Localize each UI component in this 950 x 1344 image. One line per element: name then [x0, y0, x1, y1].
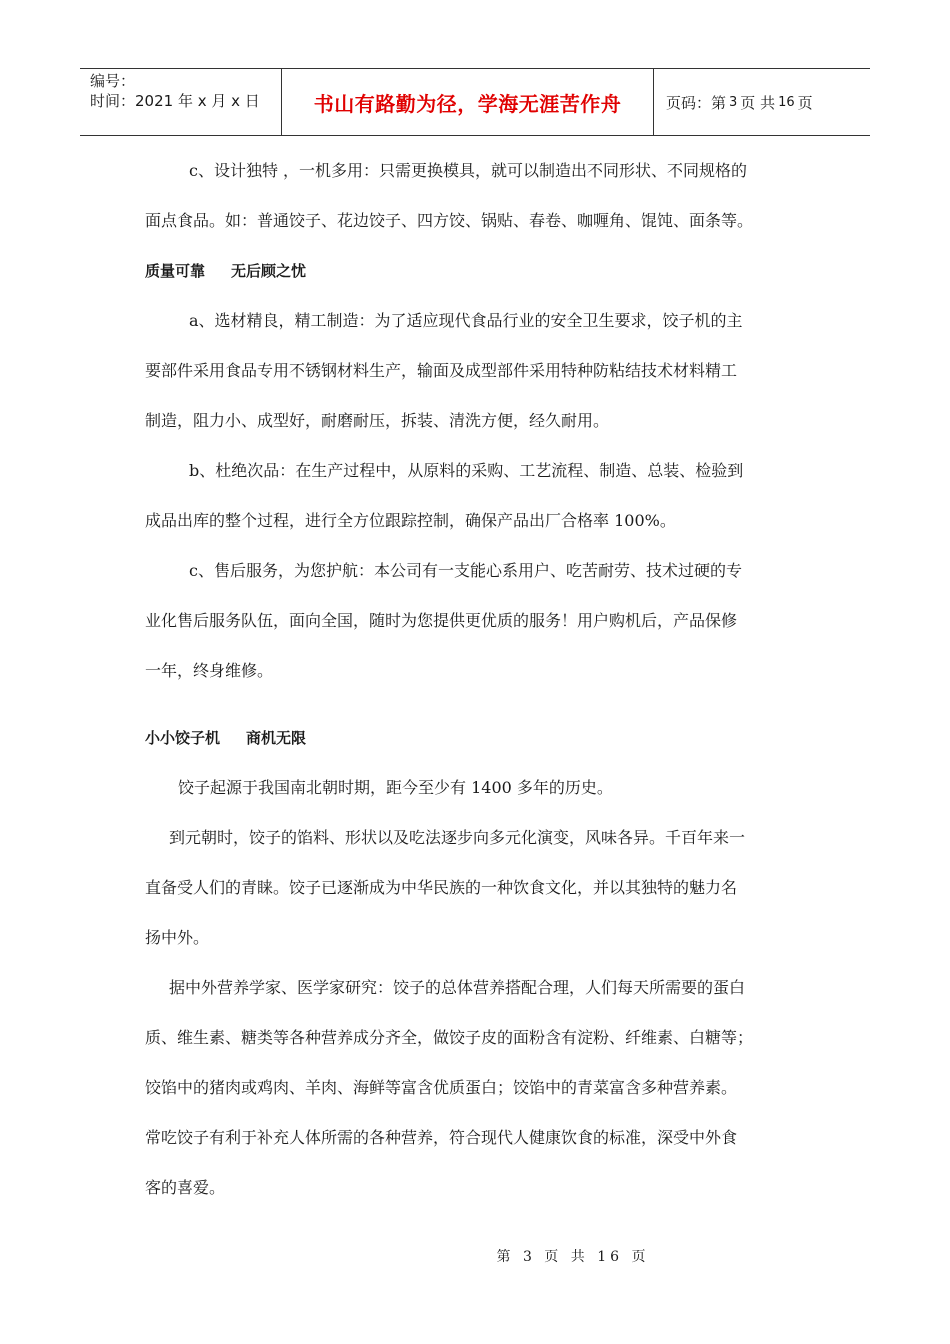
paragraph-line: 一年，终身维修。 — [145, 661, 274, 680]
paragraph-line: 要部件采用食品专用不锈钢材料生产，输面及成型部件采用特种防粘结技术材料精工 — [145, 361, 738, 380]
page-current: 3 — [729, 94, 738, 110]
document-header — [80, 68, 870, 136]
heading-part: 质量可靠 — [145, 262, 206, 280]
paragraph-line: 面点食品。如：普通饺子、花边饺子、四方饺、锅贴、春卷、咖喱角、馄饨、面条等。 — [145, 211, 754, 230]
paragraph-line: c、售后服务，为您护航：本公司有一支能心系用户、吃苦耐劳、技术过硬的专 — [189, 561, 742, 580]
paragraph-line: 业化售后服务队伍，面向全国，随时为您提供更优质的服务！用户购机后，产品保修 — [145, 611, 738, 630]
header-motto: 书山有路勤为径，学海无涯苦作舟 — [282, 69, 654, 135]
paragraph-line: 据中外营养学家、医学家研究：饺子的总体营养搭配合理，人们每天所需要的蛋白 — [169, 978, 746, 997]
paragraph-line: 常吃饺子有利于补充人体所需的各种营养，符合现代人健康饮食的标准，深受中外食 — [145, 1128, 738, 1147]
paragraph-line: c、设计独特 ，一机多用：只需更换模具，就可以制造出不同形状、不同规格的 — [189, 161, 748, 180]
header-page-number — [654, 69, 870, 135]
heading-part: 商机无限 — [246, 729, 307, 747]
paragraph-line: 客的喜爱。 — [145, 1178, 226, 1197]
page-total: 16 — [778, 94, 795, 110]
page-prefix: 页码：第 — [666, 93, 727, 112]
time-label: 时间：2021 年 x 月 x 日 — [90, 92, 260, 110]
paragraph-line: 制造，阻力小、成型好，耐磨耐压，拆装、清洗方便，经久耐用。 — [145, 411, 610, 430]
paragraph-line: 扬中外。 — [145, 928, 210, 947]
serial-label: 编号： — [90, 72, 136, 90]
paragraph-line: 直备受人们的青睐。饺子已逐渐成为中华民族的一种饮食文化，并以其独特的魅力名 — [145, 878, 738, 897]
header-meta — [80, 69, 282, 135]
paragraph-line: a、选材精良，精工制造：为了适应现代食品行业的安全卫生要求，饺子机的主 — [189, 311, 743, 330]
page-footer: 第 3 页 共 16 页 — [496, 1249, 650, 1265]
paragraph-line: 质、维生素、糖类等各种营养成分齐全，做饺子皮的面粉含有淀粉、纤维素、白糖等； — [145, 1028, 754, 1047]
paragraph-line: 到元朝时，饺子的馅料、形状以及吃法逐步向多元化演变，风味各异。千百年来一 — [169, 828, 746, 847]
paragraph-line: 饺馅中的猪肉或鸡肉、羊肉、海鲜等富含优质蛋白；饺馅中的青菜富含多种营养素。 — [145, 1078, 738, 1097]
section-heading-quality — [145, 248, 810, 298]
section-heading-business — [145, 715, 810, 765]
document-body — [145, 148, 810, 1215]
heading-part: 无后顾之忧 — [231, 262, 307, 280]
heading-part: 小小饺子机 — [145, 729, 221, 747]
paragraph-line: 成品出库的整个过程，进行全方位跟踪控制，确保产品出厂合格率 100%。 — [145, 511, 676, 530]
page-mid: 页 共 — [740, 93, 776, 112]
page-suffix: 页 — [797, 93, 813, 112]
paragraph-line: b、杜绝次品：在生产过程中，从原料的采购、工艺流程、制造、总装、检验到 — [189, 461, 744, 480]
paragraph-line: 饺子起源于我国南北朝时期，距今至少有 1400 多年的历史。 — [178, 778, 613, 797]
